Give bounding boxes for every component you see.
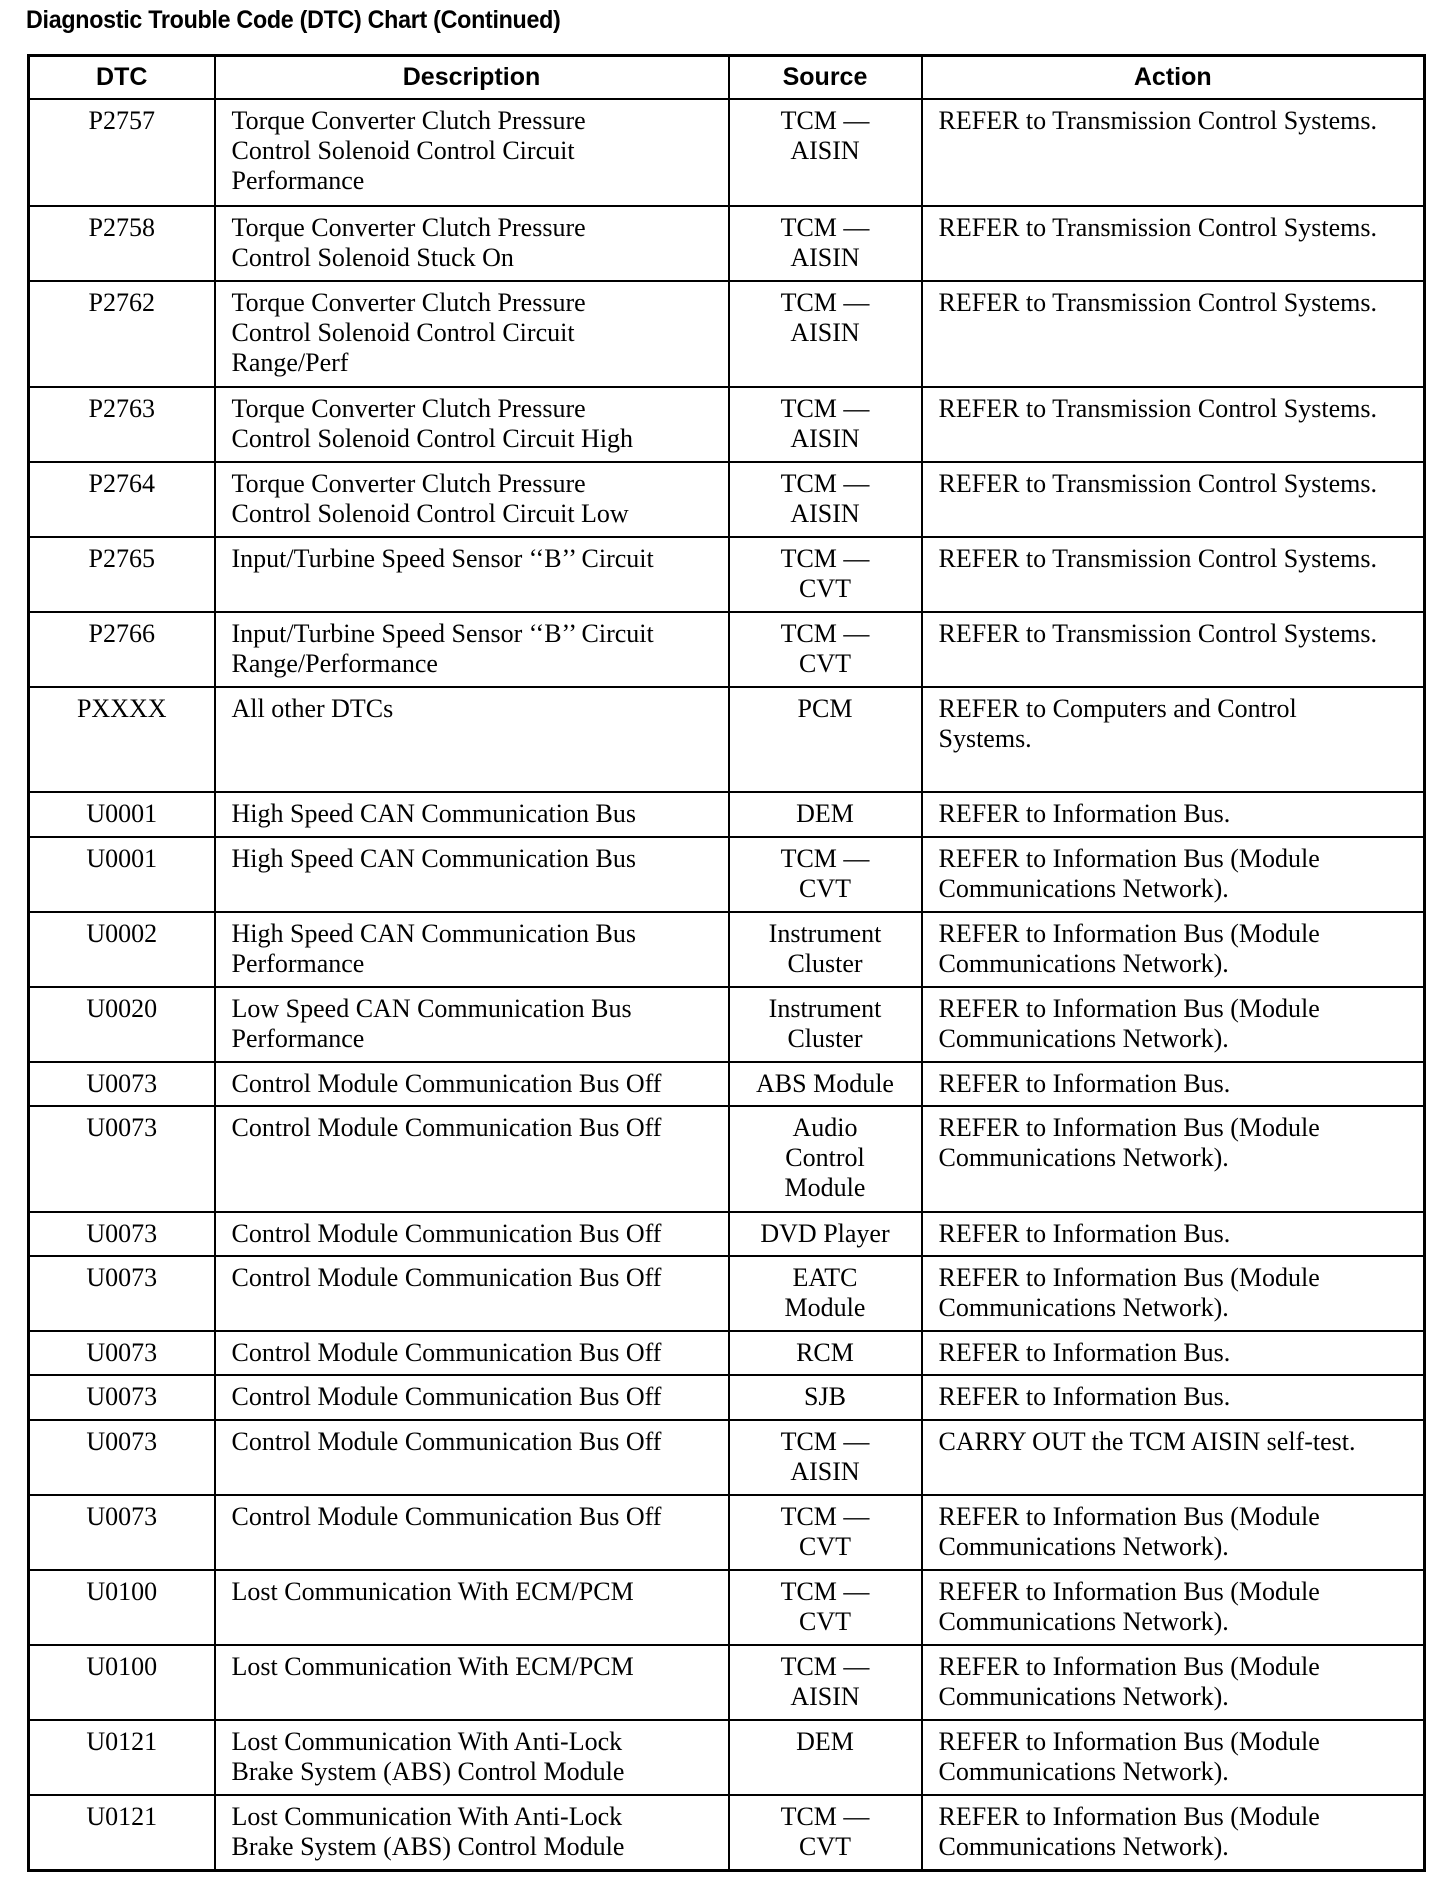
table-row [29,387,1425,462]
action-line: Communications Network). [938,1532,1229,1561]
source-cell [729,387,922,462]
dtc-code-cell [29,1795,215,1870]
source-cell [729,99,922,206]
dtc-code-cell [29,612,215,687]
source-cell [729,1795,922,1870]
action-cell [922,206,1425,281]
description-cell [215,1331,729,1375]
action-cell [922,462,1425,537]
action-cell [922,687,1425,792]
description-cell [215,687,729,792]
source-cell [729,1256,922,1331]
source-cell [729,987,922,1062]
page-title: Diagnostic Trouble Code (DTC) Chart (Continued) [26,6,561,34]
dtc-code: U0073 [86,1069,158,1098]
description-cell [215,1420,729,1495]
action-cell [922,987,1425,1062]
table-row [29,912,1425,987]
action-line: REFER to Transmission Control Systems. [938,394,1377,423]
table-row [29,1495,1425,1570]
dtc-code-cell [29,1645,215,1720]
action-cell [922,1795,1425,1870]
source-line: CVT [799,574,851,603]
action-line: REFER to Transmission Control Systems. [938,469,1377,498]
dtc-code-cell [29,1720,215,1795]
description-line: Torque Converter Clutch Pressure [231,213,586,242]
action-line: REFER to Information Bus (Module [938,1727,1320,1756]
action-line: REFER to Information Bus (Module [938,844,1320,873]
dtc-code-cell [29,99,215,206]
source-cell [729,1375,922,1420]
source-line: TCM — [780,619,870,648]
source-line: TCM — [780,1502,870,1531]
description-line: Control Solenoid Control Circuit Low [231,499,629,528]
source-cell [729,206,922,281]
dtc-code-cell [29,537,215,612]
source-line: TCM — [780,106,870,135]
description-line: Torque Converter Clutch Pressure [231,469,586,498]
description-cell [215,1256,729,1331]
source-line: Cluster [787,949,863,978]
dtc-code-cell [29,1256,215,1331]
description-line: Lost Communication With Anti-Lock [231,1802,623,1831]
table-row [29,687,1425,792]
description-line: Control Module Communication Bus Off [231,1219,662,1248]
table-row [29,281,1425,387]
action-line: REFER to Transmission Control Systems. [938,544,1377,573]
source-line: Instrument [768,919,882,948]
action-cell [922,1570,1425,1645]
action-line: Communications Network). [938,1293,1229,1322]
table-body [29,99,1425,1870]
action-cell [922,1062,1425,1106]
action-line: Communications Network). [938,1024,1229,1053]
description-cell [215,1645,729,1720]
source-line: DEM [796,1727,854,1756]
table-row [29,1212,1425,1256]
description-line: Control Module Communication Bus Off [231,1382,662,1411]
source-line: AISIN [790,136,860,165]
action-line: REFER to Information Bus (Module [938,1113,1320,1142]
action-cell [922,1212,1425,1256]
dtc-code: U0073 [86,1219,158,1248]
dtc-code-cell [29,1420,215,1495]
source-cell [729,1645,922,1720]
description-line: Torque Converter Clutch Pressure [231,288,586,317]
description-line: Lost Communication With ECM/PCM [231,1577,634,1606]
source-line: DVD Player [760,1219,890,1248]
source-line: CVT [799,649,851,678]
action-line: Communications Network). [938,1832,1229,1861]
action-cell [922,537,1425,612]
source-line: TCM — [780,1802,870,1831]
action-cell [922,912,1425,987]
description-cell [215,1062,729,1106]
dtc-code-cell [29,987,215,1062]
dtc-code-cell [29,687,215,792]
description-cell [215,1795,729,1870]
description-line: Performance [231,166,365,195]
dtc-code: U0001 [86,799,158,828]
source-line: Audio [792,1113,858,1142]
description-line: Control Module Communication Bus Off [231,1113,662,1142]
action-line: REFER to Information Bus. [938,1219,1231,1248]
action-line: REFER to Information Bus (Module [938,919,1320,948]
description-cell [215,537,729,612]
table-row [29,462,1425,537]
source-line: Cluster [787,1024,863,1053]
source-line: PCM [797,694,853,723]
source-line: DEM [796,799,854,828]
source-line: TCM — [780,288,870,317]
table-row [29,1331,1425,1375]
dtc-code: U0073 [86,1502,158,1531]
dtc-code-cell [29,206,215,281]
source-cell [729,1106,922,1212]
action-line: Systems. [938,724,1032,753]
action-cell [922,612,1425,687]
action-line: REFER to Information Bus (Module [938,1502,1320,1531]
description-cell [215,462,729,537]
description-line: Control Module Communication Bus Off [231,1427,662,1456]
source-line: AISIN [790,243,860,272]
source-line: TCM — [780,213,870,242]
description-line: High Speed CAN Communication Bus [231,844,636,873]
source-cell [729,912,922,987]
source-line: AISIN [790,1682,860,1711]
description-line: Control Solenoid Control Circuit [231,318,575,347]
dtc-code-cell [29,1375,215,1420]
action-cell [922,792,1425,837]
action-line: Communications Network). [938,1757,1229,1786]
source-line: Instrument [768,994,882,1023]
action-cell [922,1720,1425,1795]
dtc-code: U0001 [86,844,158,873]
description-line: Low Speed CAN Communication Bus [231,994,632,1023]
description-line: Performance [231,1024,365,1053]
description-line: Lost Communication With Anti-Lock [231,1727,623,1756]
description-cell [215,612,729,687]
action-line: Communications Network). [938,949,1229,978]
action-line: Communications Network). [938,874,1229,903]
dtc-code: U0002 [86,919,158,948]
action-cell [922,387,1425,462]
description-line: Range/Perf [231,348,349,377]
description-line: Control Module Communication Bus Off [231,1338,662,1367]
action-line: REFER to Transmission Control Systems. [938,213,1377,242]
action-line: REFER to Information Bus. [938,1069,1231,1098]
source-cell [729,462,922,537]
source-line: CVT [799,874,851,903]
description-cell [215,281,729,387]
table-row [29,612,1425,687]
table-row [29,206,1425,281]
table-row [29,1106,1425,1212]
description-line: Control Solenoid Control Circuit High [231,424,634,453]
source-line: AISIN [790,318,860,347]
table-row [29,99,1425,206]
action-line: REFER to Information Bus (Module [938,1577,1320,1606]
dtc-code: P2766 [88,619,155,648]
dtc-code-cell [29,462,215,537]
source-line: AISIN [790,499,860,528]
source-line: CVT [799,1532,851,1561]
column-header-dtc: DTC [29,56,215,100]
description-cell [215,99,729,206]
source-line: AISIN [790,1457,860,1486]
action-cell [922,1331,1425,1375]
description-cell [215,1212,729,1256]
action-line: REFER to Information Bus. [938,799,1231,828]
source-line: TCM — [780,469,870,498]
description-line: Brake System (ABS) Control Module [231,1832,625,1861]
dtc-code: P2765 [88,544,155,573]
action-cell [922,1256,1425,1331]
source-line: EATC [792,1263,858,1292]
dtc-code-cell [29,912,215,987]
dtc-code-cell [29,281,215,387]
dtc-table [27,54,1426,1872]
dtc-code: P2762 [88,288,155,317]
dtc-code-cell [29,1570,215,1645]
source-cell [729,1495,922,1570]
source-cell [729,1720,922,1795]
dtc-code: U0073 [86,1263,158,1292]
dtc-code: P2758 [88,213,155,242]
source-line: SJB [804,1382,846,1411]
source-cell [729,1212,922,1256]
dtc-code-cell [29,1106,215,1212]
action-line: CARRY OUT the TCM AISIN self-test. [938,1427,1356,1456]
action-line: Communications Network). [938,1143,1229,1172]
dtc-code: U0073 [86,1113,158,1142]
description-line: Input/Turbine Speed Sensor ‘‘B’’ Circuit [231,619,654,648]
column-header-action: Action [922,56,1425,100]
description-line: High Speed CAN Communication Bus [231,919,636,948]
source-cell [729,612,922,687]
description-cell [215,1720,729,1795]
dtc-code-cell [29,837,215,912]
source-line: CVT [799,1832,851,1861]
description-cell [215,792,729,837]
source-cell [729,537,922,612]
action-line: REFER to Information Bus (Module [938,1652,1320,1681]
source-line: TCM — [780,844,870,873]
action-line: REFER to Transmission Control Systems. [938,288,1377,317]
description-cell [215,912,729,987]
source-line: Module [784,1293,866,1322]
description-line: All other DTCs [231,694,394,723]
action-line: Communications Network). [938,1682,1229,1711]
source-cell [729,687,922,792]
table-row [29,537,1425,612]
table-row [29,1645,1425,1720]
action-line: REFER to Transmission Control Systems. [938,619,1377,648]
dtc-code-cell [29,1062,215,1106]
description-cell [215,206,729,281]
source-cell [729,1420,922,1495]
description-line: Performance [231,949,365,978]
description-cell [215,1375,729,1420]
source-line: TCM — [780,1427,870,1456]
dtc-code: PXXXX [76,694,167,723]
description-line: Control Solenoid Stuck On [231,243,514,272]
table-header-row [29,56,1425,100]
description-cell [215,837,729,912]
dtc-code: U0073 [86,1382,158,1411]
source-line: TCM — [780,1652,870,1681]
dtc-code-cell [29,1495,215,1570]
source-cell [729,281,922,387]
source-cell [729,1570,922,1645]
table-row [29,792,1425,837]
action-cell [922,1495,1425,1570]
description-cell [215,987,729,1062]
source-line: Module [784,1173,866,1202]
description-line: Brake System (ABS) Control Module [231,1757,625,1786]
dtc-code: P2757 [88,106,155,135]
source-cell [729,1331,922,1375]
description-line: Control Solenoid Control Circuit [231,136,575,165]
action-line: REFER to Information Bus. [938,1338,1231,1367]
dtc-code: U0073 [86,1427,158,1456]
description-cell [215,387,729,462]
source-line: CVT [799,1607,851,1636]
dtc-code: U0073 [86,1338,158,1367]
description-line: Control Module Communication Bus Off [231,1069,662,1098]
source-line: TCM — [780,544,870,573]
source-line: AISIN [790,424,860,453]
action-line: REFER to Information Bus (Module [938,994,1320,1023]
table-row [29,1720,1425,1795]
description-cell [215,1106,729,1212]
table-row [29,1570,1425,1645]
table-row [29,1256,1425,1331]
dtc-code: P2764 [88,469,155,498]
source-line: TCM — [780,394,870,423]
table-row [29,837,1425,912]
column-header-source: Source [729,56,922,100]
description-line: Torque Converter Clutch Pressure [231,394,586,423]
column-header-description: Description [215,56,729,100]
action-cell [922,281,1425,387]
dtc-code: P2763 [88,394,155,423]
description-cell [215,1570,729,1645]
table-row [29,1420,1425,1495]
action-line: REFER to Information Bus (Module [938,1263,1320,1292]
dtc-code: U0020 [86,994,158,1023]
action-line: Communications Network). [938,1607,1229,1636]
source-line: ABS Module [756,1069,894,1098]
source-line: TCM — [780,1577,870,1606]
dtc-code: U0100 [86,1652,158,1681]
description-line: Torque Converter Clutch Pressure [231,106,586,135]
source-line: RCM [796,1338,854,1367]
dtc-code-cell [29,1331,215,1375]
action-line: REFER to Computers and Control [938,694,1297,723]
description-line: Control Module Communication Bus Off [231,1263,662,1292]
source-line: Control [785,1143,865,1172]
action-cell [922,1645,1425,1720]
action-cell [922,1420,1425,1495]
description-line: Lost Communication With ECM/PCM [231,1652,634,1681]
description-line: Input/Turbine Speed Sensor ‘‘B’’ Circuit [231,544,654,573]
description-line: Range/Performance [231,649,438,678]
dtc-code-cell [29,1212,215,1256]
table-row [29,1375,1425,1420]
action-cell [922,837,1425,912]
action-cell [922,1375,1425,1420]
table-row [29,987,1425,1062]
action-line: REFER to Information Bus. [938,1382,1231,1411]
dtc-code: U0100 [86,1577,158,1606]
description-cell [215,1495,729,1570]
description-line: High Speed CAN Communication Bus [231,799,636,828]
description-line: Control Module Communication Bus Off [231,1502,662,1531]
table-row [29,1795,1425,1870]
dtc-code-cell [29,792,215,837]
dtc-code-cell [29,387,215,462]
dtc-code: U0121 [86,1802,158,1831]
source-cell [729,792,922,837]
source-cell [729,837,922,912]
dtc-code: U0121 [86,1727,158,1756]
action-line: REFER to Information Bus (Module [938,1802,1320,1831]
table-row [29,1062,1425,1106]
source-cell [729,1062,922,1106]
action-cell [922,99,1425,206]
action-cell [922,1106,1425,1212]
action-line: REFER to Transmission Control Systems. [938,106,1377,135]
